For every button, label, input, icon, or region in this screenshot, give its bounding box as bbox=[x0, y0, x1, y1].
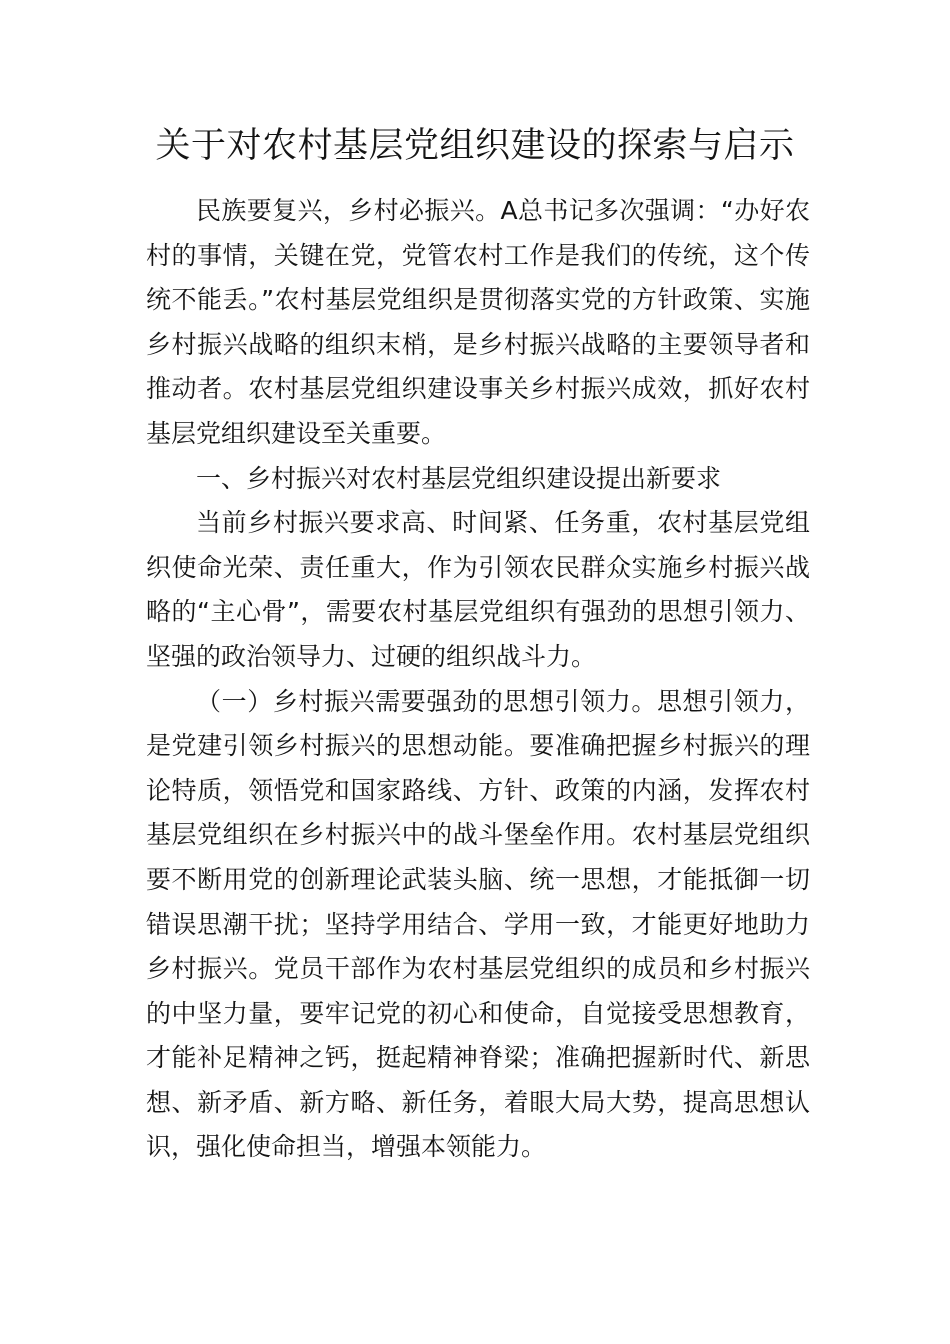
paragraph-thought-leadership: （一）乡村振兴需要强劲的思想引领力。思想引领力，是党建引领乡村振兴的思想动能。要准确把握乡村振兴的理论特质，领悟党和国家路线、方针、政策的内涵，发挥农村基层党组织在乡村振兴中的战斗堡垒作用。农村基层党组织要不断用党的创新理论武装头脑、统一思想，才能抵御一切错误思潮干扰；坚持学用结合、学用一致，才能更好地助力乡村振兴。党员干部作为农村基层党组织的成员和乡村振兴的中坚力量，要牢记党的初心和使命，自觉接受思想教育，才能补足精神之钙，挺起精神脊梁；准确把握新时代、新思想、新矛盾、新方略、新任务，着眼大局大势，提高思想认识，强化使命担当，增强本领能力。 bbox=[146, 686, 810, 1162]
document-title: 关于对农村基层党组织建设的探索与启示 bbox=[155, 126, 795, 166]
section-heading-1: 一、乡村振兴对农村基层党组织建设提出新要求 bbox=[196, 463, 722, 493]
paragraph-intro: 民族要复兴，乡村必振兴。A总书记多次强调：“办好农村的事情，关键在党，党管农村工作是我们的传统，这个传统不能丢。”农村基层党组织是贯彻落实党的方针政策、实施乡村振兴战略的组织末梢，是乡村振兴战略的主要领导者和推动者。农村基层党组织建设事关乡村振兴成效，抓好农村基层党组织建设至关重要。 bbox=[146, 196, 810, 448]
document-body bbox=[146, 189, 810, 1170]
paragraph-requirements: 当前乡村振兴要求高、时间紧、任务重，农村基层党组织使命光荣、责任重大，作为引领农民群众实施乡村振兴战略的“主心骨”，需要农村基层党组织有强劲的思想引领力、坚强的政治领导力、过硬的组织战斗力。 bbox=[146, 508, 810, 671]
